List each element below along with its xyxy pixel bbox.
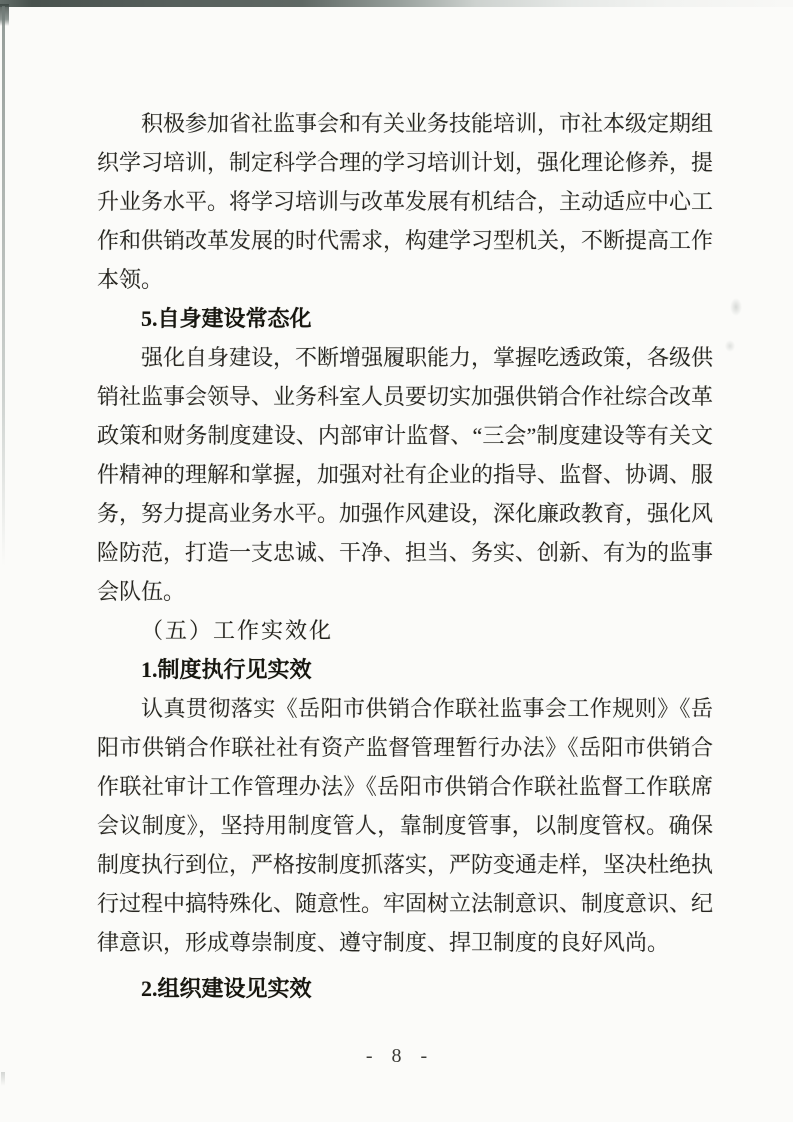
heading-section-five: （五）工作实效化 bbox=[141, 618, 334, 643]
paragraph-self-building: 强化自身建设，不断增强履职能力，掌握吃透政策，各级供销社监事会领导、业务科室人员要切实加强供销合作社综合改革政策和财务制度建设、内部审计监督、“三会”制度建设等有关文件精神的理解和掌握，加强对社有企业的指导、监督、协调、服务，努力提高业务水平。加强作风建设，深化廉政教育，强化风险防范，打造一支忠诚、干净、担当、务实、创新、有为的监事会队伍。 bbox=[97, 345, 714, 604]
paragraph-training: 积极参加省社监事会和有关业务技能培训，市社本级定期组织学习培训，制定科学合理的学习培训计划，强化理论修养，提升业务水平。将学习培训与改革发展有机结合，主动适应中心工作和供销改革发展的时代需求，构建学习型机关，不断提高工作本领。 bbox=[97, 111, 714, 292]
scan-artifact-speck bbox=[1, 1072, 5, 1086]
heading-self-building: 5.自身建设常态化 bbox=[141, 306, 312, 331]
page-number: - 8 - bbox=[365, 1045, 435, 1067]
scan-artifact-smudge bbox=[728, 295, 744, 319]
paragraph-system-execution: 认真贯彻落实《岳阳市供销合作联社监事会工作规则》《岳阳市供销合作联社社有资产监督管理暂行办法》《岳阳市供销合作联社审计工作管理办法》《岳阳市供销合作联社监督工作联席会议制度》，坚持用制度管人，靠制度管事，以制度管权。确保制度执行到位，严格按制度抓落实，严防变通走样，坚决杜绝执行过程中搞特殊化、随意性。牢固树立法制意识、制度意识、纪律意识，形成尊崇制度、遵守制度、捍卫制度的良好风尚。 bbox=[97, 696, 714, 955]
scan-artifact-top-edge bbox=[0, 0, 793, 7]
document-body bbox=[97, 104, 713, 1008]
scan-artifact-smudge bbox=[723, 338, 737, 354]
scan-artifact-left-edge bbox=[2, 6, 5, 566]
heading-system-execution: 1.制度执行见实效 bbox=[141, 657, 312, 682]
heading-org-building: 2.组织建设见实效 bbox=[141, 976, 312, 1001]
